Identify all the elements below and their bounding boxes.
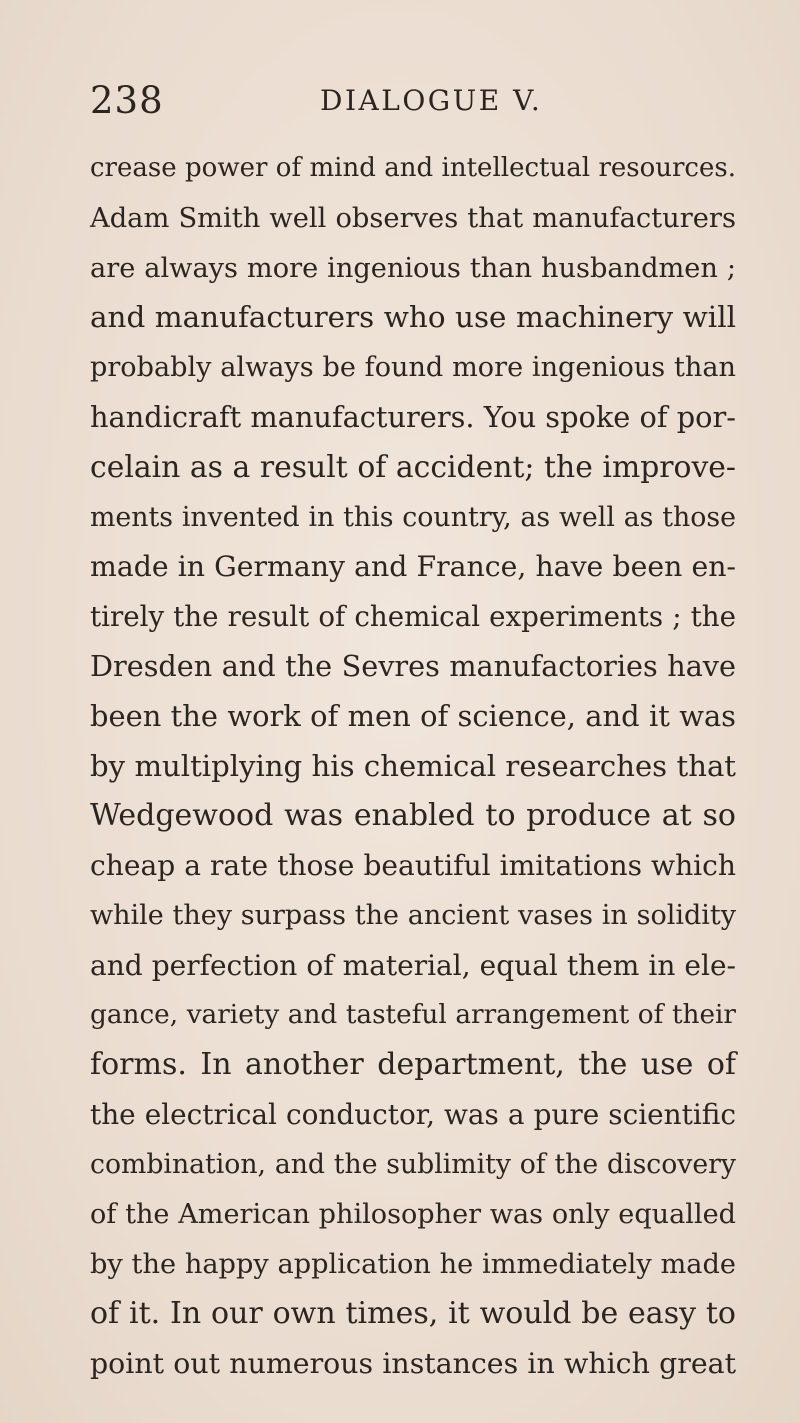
text-line: by the happy application he immediately made bbox=[90, 1248, 736, 1280]
text-line: Wedgewood was enabled to produce at so bbox=[90, 798, 736, 834]
text-line: are always more ingenious than husbandmen ; bbox=[90, 252, 736, 284]
text-line: the electrical conductor, was a pure scientific bbox=[90, 1098, 736, 1132]
text-line: tirely the result of chemical experiments ; the bbox=[90, 600, 736, 634]
text-line: Dresden and the Sevres manufactories have bbox=[90, 648, 736, 683]
text-line: cheap a rate those beautiful imitations which bbox=[90, 849, 736, 883]
text-line: and perfection of material, equal them in ele- bbox=[90, 948, 736, 982]
text-line: combination, and the sublimity of the discovery bbox=[90, 1148, 736, 1180]
text-line: and manufacturers who use machinery will bbox=[90, 300, 736, 335]
text-line: been the work of men of science, and it was bbox=[90, 698, 736, 733]
text-line: ments invented in this country, as well as those bbox=[90, 501, 736, 533]
text-line: probably always be found more ingenious than bbox=[90, 352, 736, 384]
body-text bbox=[90, 144, 736, 1389]
text-line: forms. In another department, the use of bbox=[90, 1047, 736, 1083]
text-line: gance, variety and tasteful arrangement of their bbox=[90, 999, 736, 1030]
text-line: while they surpass the ancient vases in solidity bbox=[90, 899, 736, 931]
text-line: handicraft manufacturers. You spoke of por- bbox=[90, 399, 736, 434]
text-line: point out numerous instances in which great bbox=[90, 1347, 736, 1381]
running-head: DIALOGUE V. bbox=[320, 84, 543, 117]
page-header bbox=[0, 76, 800, 126]
text-line: of it. In our own times, it would be easy to bbox=[90, 1296, 736, 1332]
page-number: 238 bbox=[90, 79, 164, 122]
text-line: celain as a result of accident; the improve- bbox=[90, 449, 736, 485]
text-line: Adam Smith well observes that manufacturers bbox=[90, 202, 736, 234]
text-line: made in Germany and France, have been en- bbox=[90, 550, 736, 584]
text-line: crease power of mind and intellectual resources. bbox=[90, 153, 736, 183]
text-line: by multiplying his chemical researches that bbox=[90, 748, 736, 783]
text-line: of the American philosopher was only equalled bbox=[90, 1198, 736, 1230]
